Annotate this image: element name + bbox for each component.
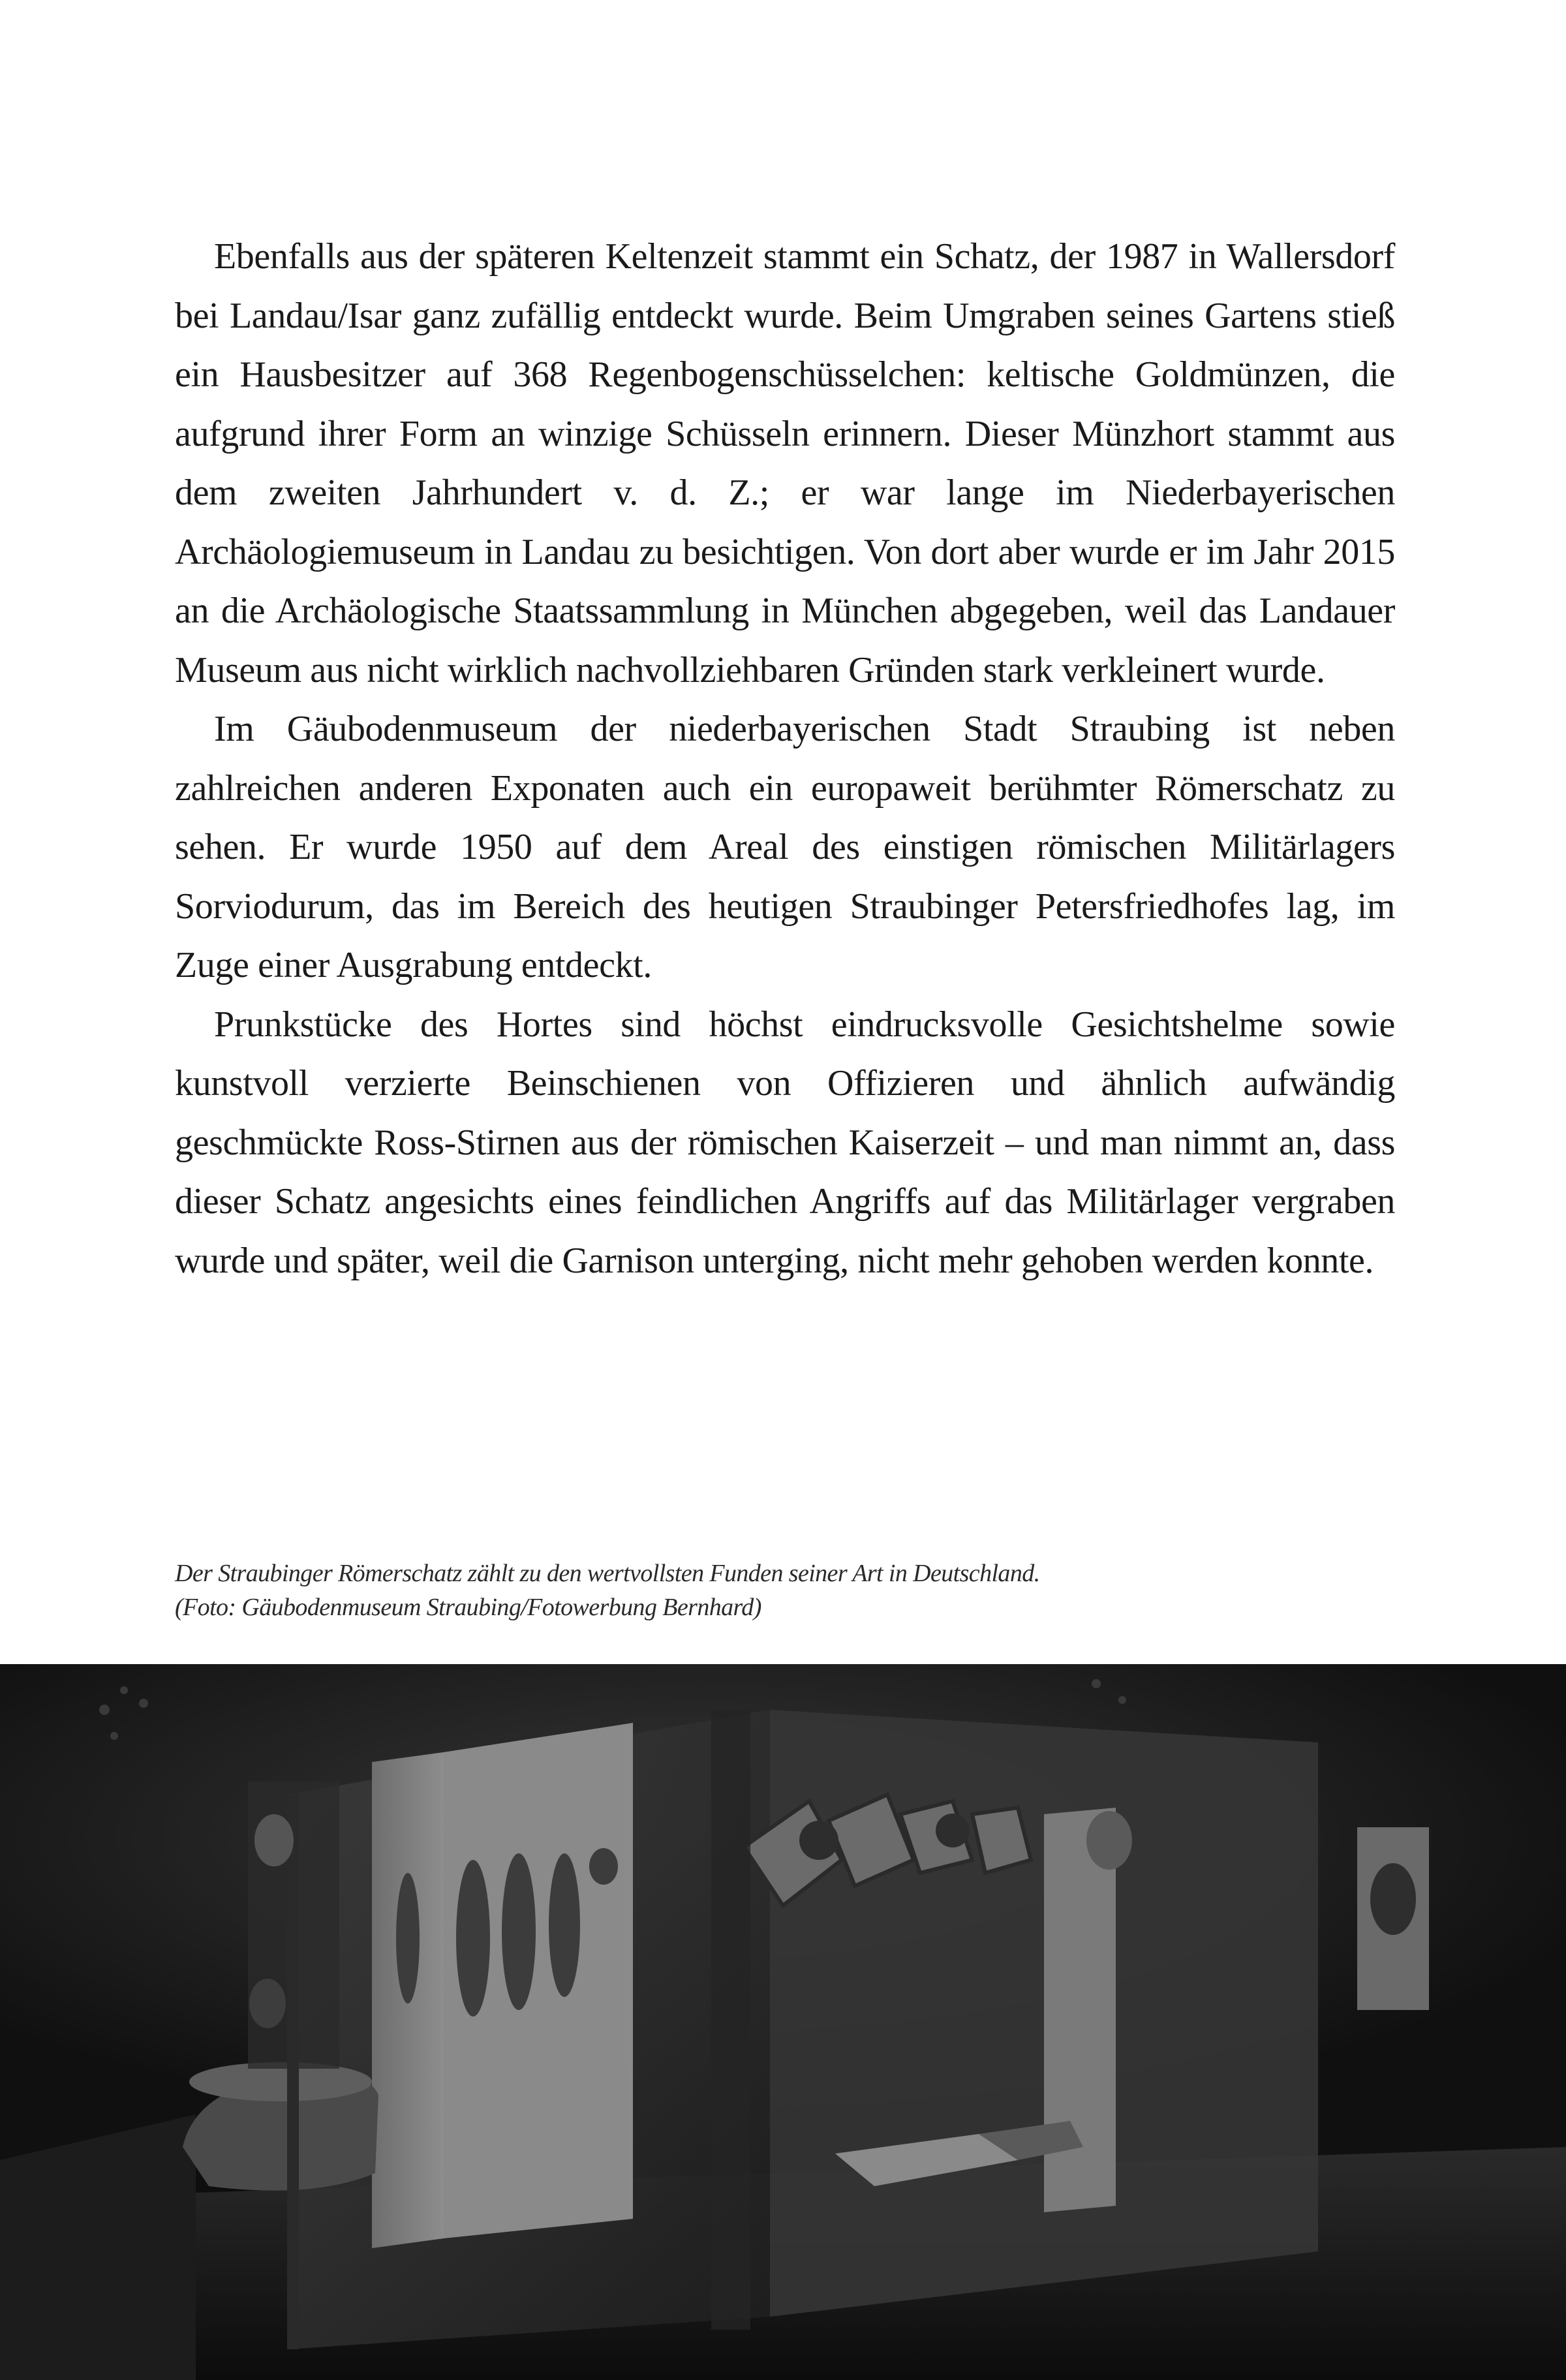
museum-exhibit-photo bbox=[0, 1664, 1566, 2380]
paragraph-3: Prunkstücke des Hortes sind höchst eindrucksvolle Gesichtshelme sowie kunstvoll verzierte Beinschienen von Offizieren und ähnlich aufwändig geschmückte Ross-Stirnen aus der römischen Kaiserzeit – und man nimmt an, dass dieser Schatz angesichts eines feindlichen Angriffs auf das Militärlager vergraben wurde und später, weil die Garnison unterging, nicht mehr gehoben werden konnte. bbox=[175, 1004, 1395, 1281]
paragraph-1: Ebenfalls aus der späteren Keltenzeit stammt ein Schatz, der 1987 in Wallersdorf bei Landau/Isar ganz zufällig entdeckt wurde. Beim Umgraben seines Gartens stieß ein Hausbesitzer auf 368 Regenbogenschüsselchen: keltische Goldmünzen, die aufgrund ihrer Form an winzige Schüsseln erinnern. Dieser Münzhort stammt aus dem zweiten Jahrhundert v. d. Z.; er war lange im Niederbayerischen Archäologiemuseum in Landau zu besichtigen. Von dort aber wurde er im Jahr 2015 an die Archäologische Staatssammlung in München abgegeben, weil das Landauer Museum aus nicht wirklich nachvollziehbaren Gründen stark verkleinert wurde. bbox=[175, 236, 1395, 690]
photo-caption bbox=[175, 1556, 1408, 1624]
body-text bbox=[175, 227, 1395, 1290]
paragraph-2: Im Gäubodenmuseum der niederbayerischen Stadt Straubing ist neben zahlreichen anderen Exponaten auch ein europaweit berühmter Römerschatz zu sehen. Er wurde 1950 auf dem Areal des einstigen römischen Militärlagers Sorviodurum, das im Bereich des heutigen Straubinger Petersfriedhofes lag, im Zuge einer Ausgrabung entdeckt. bbox=[175, 709, 1395, 985]
caption-line-2: (Foto: Gäubodenmuseum Straubing/Fotowerbung Bernhard) bbox=[175, 1594, 761, 1621]
caption-line-1: Der Straubinger Römerschatz zählt zu den wertvollsten Funden seiner Art in Deutschland. bbox=[175, 1560, 1040, 1587]
